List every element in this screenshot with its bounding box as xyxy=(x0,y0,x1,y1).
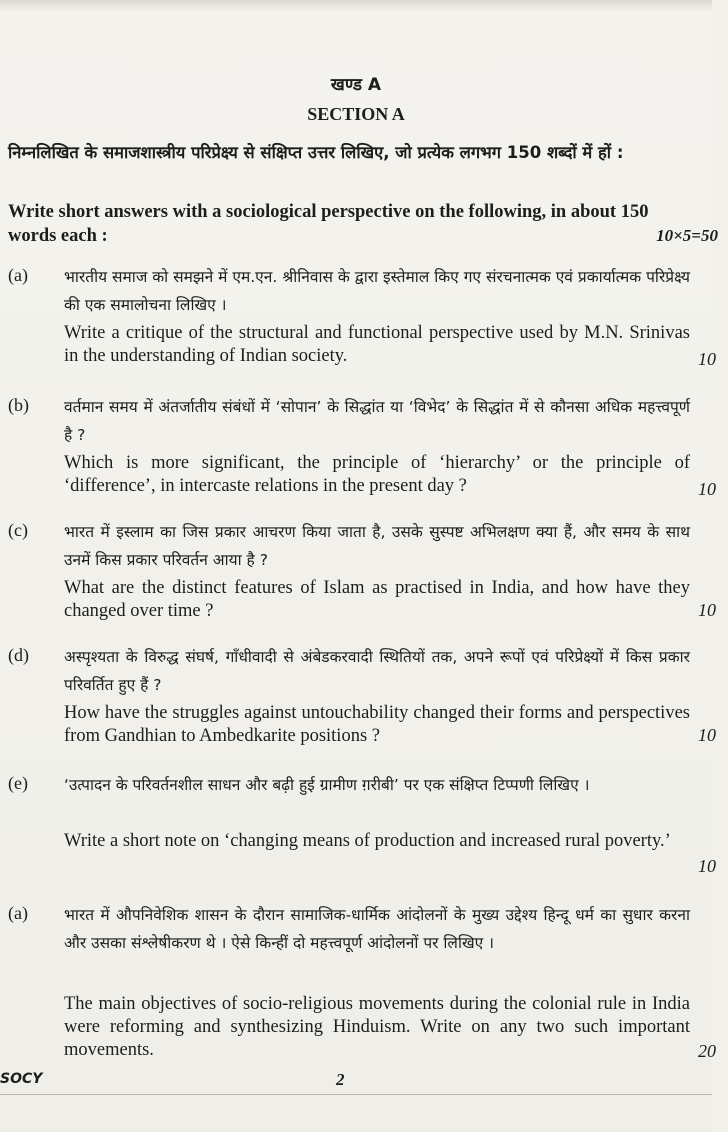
page-top-edge xyxy=(0,0,712,12)
question-marks: 10 xyxy=(698,600,716,620)
question-marks: 20 xyxy=(698,1041,716,1061)
question-label: (d) xyxy=(8,645,29,665)
instructions-english-text: Write short answers with a sociological perspective on the following, in about 150 words each : xyxy=(8,202,649,246)
question-label: (b) xyxy=(8,395,29,415)
question-text-hindi: वर्तमान समय में अंतर्जातीय संबंधों में ‘सोपान’ के सिद्धांत या ‘विभेद’ के सिद्धांत में से कौनसा अधिक महत्त्वपूर्ण है ? xyxy=(64,398,690,444)
question-marks: 10 xyxy=(698,479,716,499)
question-label: (a) xyxy=(8,265,28,285)
question-text-english: Write a critique of the structural and functional perspective used by M.N. Srinivas in the understanding of Indian society. xyxy=(64,323,690,366)
section-title-hindi: खण्ड A xyxy=(330,75,382,95)
page-number: 2 xyxy=(336,1070,345,1089)
question-text-english: How have the struggles against untouchability changed their forms and perspectives from Gandhian to Ambedkarite positions ? xyxy=(64,703,690,746)
question-text-hindi: भारत में औपनिवेशिक शासन के दौरान सामाजिक-धार्मिक आंदोलनों के मुख्य उद्देश्य हिन्दू धर्म का सुधार करना और उसका संश्लेषीकरण थे । ऐसे किन्हीं दो महत्त्वपूर्ण आंदोलनों पर लिखिए । xyxy=(64,906,690,952)
question-marks: 10 xyxy=(698,725,716,745)
question-text-english: Which is more significant, the principle of ‘hierarchy’ or the principle of ‘difference’, in intercaste relations in the present day ? xyxy=(64,453,690,496)
question-marks: 10 xyxy=(698,856,716,876)
instructions-marks: 10×5=50 xyxy=(656,226,718,245)
paper-code: SOCY xyxy=(0,1071,43,1087)
question-text-english: The main objectives of socio-religious movements during the colonial rule in India were reforming and synthesizing Hinduism. Write on any two such important movements. xyxy=(64,994,690,1060)
question-label: (e) xyxy=(8,773,28,793)
question-text-hindi: ‘उत्पादन के परिवर्तनशील साधन और बढ़ी हुई ग्रामीण ग़रीबी’ पर एक संक्षिप्त टिप्पणी लिखिए । xyxy=(64,776,590,794)
instructions-hindi: निम्नलिखित के समाजशास्त्रीय परिप्रेक्ष्य से संक्षिप्त उत्तर लिखिए, जो प्रत्येक लगभग 150 शब्दों में हों : xyxy=(8,143,624,162)
question-text-hindi: भारतीय समाज को समझने में एम.एन. श्रीनिवास के द्वारा इस्तेमाल किए गए संरचनात्मक एवं प्रकार्यात्मक परिप्रेक्ष्य की एक समालोचना लिखिए । xyxy=(64,268,690,314)
section-title: SECTION A xyxy=(307,104,405,124)
question-text-hindi: भारत में इस्लाम का जिस प्रकार आचरण किया जाता है, उसके सुस्पष्ट अभिलक्षण क्या हैं, और समय के साथ उनमें किस प्रकार परिवर्तन आया है ? xyxy=(64,523,690,569)
question-label: (c) xyxy=(8,520,28,540)
question-text-hindi: अस्पृश्यता के विरुद्ध संघर्ष, गाँधीवादी से अंबेडकरवादी स्थितियों तक, अपने रूपों एवं परिप्रेक्ष्यों में किस प्रकार परिवर्तित हुए हैं ? xyxy=(64,648,690,694)
question-label: (a) xyxy=(8,903,28,923)
instructions-english xyxy=(8,200,718,248)
question-marks: 10 xyxy=(698,349,716,369)
question-text-english: What are the distinct features of Islam as practised in India, and how have they changed over time ? xyxy=(64,578,690,621)
footer-divider xyxy=(0,1094,712,1095)
question-text-english: Write a short note on ‘changing means of production and increased rural poverty.’ xyxy=(64,831,671,851)
